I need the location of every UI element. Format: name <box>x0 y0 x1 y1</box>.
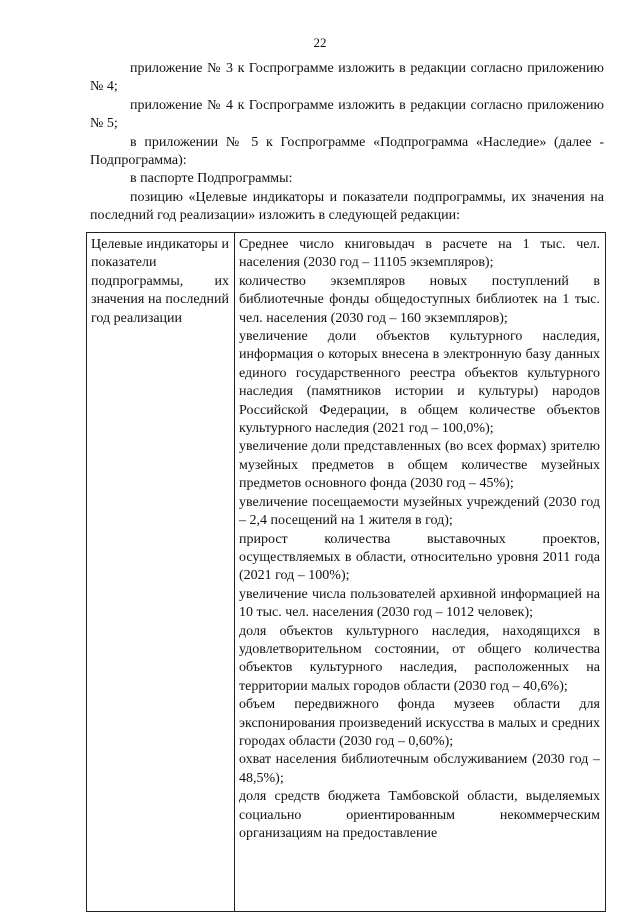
indicator-item: прирост количества выставочных проектов, осуществляемых в области, относительно уровня 2011 года (2021 год – 100%); <box>239 531 600 584</box>
intro-paragraph: приложение № 4 к Госпрограмме изложить в редакции согласно приложению № 5; <box>90 97 604 132</box>
indicators-cell <box>235 233 606 912</box>
indicator-item: количество экземпляров новых поступлений в библиотечные фонды общедоступных библиотек на 1 тыс. чел. населения (2030 год – 160 экземпляров); <box>239 273 600 326</box>
page-number: 22 <box>313 35 327 50</box>
indicator-item: объем передвижного фонда музеев области для экспонирования произведений искусства в малых и средних городах области (2030 год – 0,60%); <box>239 697 600 749</box>
indicator-item: увеличение посещаемости музейных учреждений (2030 год – 2,4 посещений на 1 жителя в год); <box>239 494 600 529</box>
intro-paragraph: в паспорте Подпрограммы: <box>130 171 293 187</box>
passport-table <box>86 232 606 912</box>
indicator-item: увеличение доли представленных (во всех формах) зрителю музейных предметов в общем количестве музейных предметов основного фонда (2030 год – 45%); <box>239 439 600 492</box>
intro-paragraph: в приложении № 5 к Госпрограмме «Подпрограмма «Наследие» (далее - Подпрограмма): <box>90 134 604 169</box>
indicator-item: Среднее число книговыдач в расчете на 1 тыс. чел. населения (2030 год – 11105 экземпляров); <box>239 237 600 271</box>
indicator-item: охват населения библиотечным обслуживанием (2030 год – 48,5%); <box>239 752 600 786</box>
indicators-label: Целевые индикаторы и показатели подпрограммы, их значения на последний год реализации <box>91 237 229 326</box>
indicator-item: доля объектов культурного наследия, находящихся в удовлетворительном состоянии, от общего количества объектов культурного наследия, расположенных на территории малых городов области (2030 год – 40,6%); <box>239 623 600 694</box>
table-row <box>87 233 606 912</box>
intro-text <box>90 60 604 226</box>
intro-paragraph: приложение № 3 к Госпрограмме изложить в редакции согласно приложению № 4; <box>90 61 604 95</box>
intro-paragraph: позицию «Целевые индикаторы и показатели подпрограммы, их значения на последний год реализации» изложить в следующей редакции: <box>90 189 604 224</box>
indicator-item: увеличение числа пользователей архивной информацией на 10 тыс. чел. населения (2030 год – 1012 человек); <box>239 586 600 621</box>
indicator-item: доля средств бюджета Тамбовской области, выделяемых социально ориентированным некоммерческим организациям на предоставление <box>239 789 600 841</box>
indicator-item: увеличение доли объектов культурного наследия, информация о которых внесена в электронную базу данных единого государственного реестра объектов культурного наследия (памятников истории и культуры) народов Российской Федерации, в общем количестве объектов культурного наследия (2021 год – 100,0%); <box>239 329 600 437</box>
label-cell <box>87 233 235 912</box>
